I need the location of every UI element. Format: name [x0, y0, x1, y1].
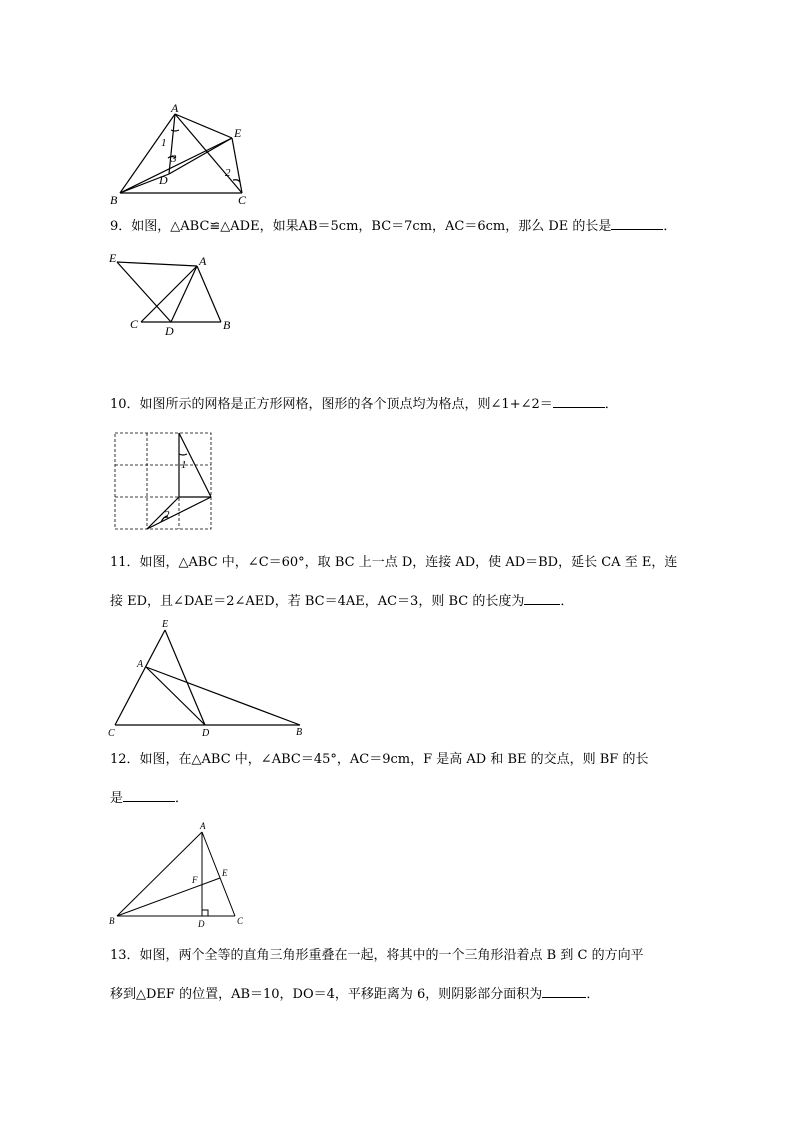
q10-blank: [553, 393, 605, 408]
q12-line1: 12．如图，在△ABC 中，∠ABC＝45°，AC＝9cm，F 是高 AD 和 BE 的交点，则 BF 的长: [110, 752, 649, 767]
label-B: B: [296, 727, 303, 738]
label-B: B: [223, 318, 231, 332]
question-10: [110, 393, 710, 415]
label-C: C: [238, 193, 247, 207]
question-9: [110, 215, 710, 237]
q12-line2: 是: [110, 791, 124, 806]
label-3: 3: [171, 153, 177, 165]
label-C: C: [237, 916, 244, 926]
label-B: B: [110, 193, 118, 207]
q11-blank: [524, 590, 560, 605]
q10-text: 10．如图所示的网格是正方形网格，图形的各个顶点均为格点，则∠1+∠2＝: [110, 397, 553, 412]
label-A: A: [200, 821, 206, 831]
question-13: [110, 946, 710, 1005]
label-A: A: [199, 254, 207, 268]
label-E: E: [109, 251, 117, 265]
label-A: A: [137, 659, 144, 670]
q11-line2: 接 ED，且∠DAE＝2∠AED，若 BC＝4AE，AC＝3，则 BC 的长度为: [110, 594, 525, 609]
label-1: 1: [161, 137, 167, 149]
question-11: [110, 553, 710, 612]
q13-line2: 移到△DEF 的位置，AB＝10，DO＝4，平移距离为 6，则阴影部分面积为: [110, 987, 543, 1002]
label-E: E: [162, 619, 169, 630]
figure-q10: [112, 430, 216, 534]
figure-q11: [105, 615, 315, 740]
q9-blank: [611, 215, 663, 230]
label-F: F: [192, 875, 198, 885]
q11-tail: ．: [560, 594, 574, 609]
figure-q12: [105, 818, 255, 933]
q13-tail: ．: [586, 987, 600, 1002]
q13-blank: [542, 983, 586, 998]
label-D: D: [202, 728, 210, 739]
label-D: D: [165, 324, 174, 338]
figure-q9: [105, 250, 245, 340]
q9-text: 9．如图，△ABC≌△ADE，如果AB＝5cm，BC＝7cm，AC＝6cm，那么 DE 的长是: [110, 219, 612, 234]
q10-tail: ．: [604, 397, 618, 412]
label-D: D: [159, 173, 168, 187]
label-E: E: [222, 868, 228, 878]
label-C: C: [108, 728, 115, 739]
label-1: 1: [181, 459, 187, 471]
label-D: D: [198, 919, 205, 929]
q11-line1: 11．如图，△ABC 中，∠C＝60°，取 BC 上一点 D，连接 AD，使 AD＝BD，延长 CA 至 E，连: [110, 555, 678, 570]
label-2: 2: [164, 509, 170, 521]
label-A: A: [171, 101, 179, 115]
label-2: 2: [225, 167, 231, 179]
label-C: C: [130, 317, 139, 331]
q12-blank: [123, 787, 175, 802]
figure-q8: [105, 100, 265, 208]
q12-tail: ．: [175, 791, 189, 806]
question-12: [110, 750, 710, 809]
q13-line1: 13．如图，两个全等的直角三角形重叠在一起，将其中的一个三角形沿着点 B 到 C 的方向平: [110, 948, 644, 963]
label-E: E: [234, 126, 242, 140]
label-B: B: [109, 916, 115, 926]
q9-tail: ．: [663, 219, 677, 234]
